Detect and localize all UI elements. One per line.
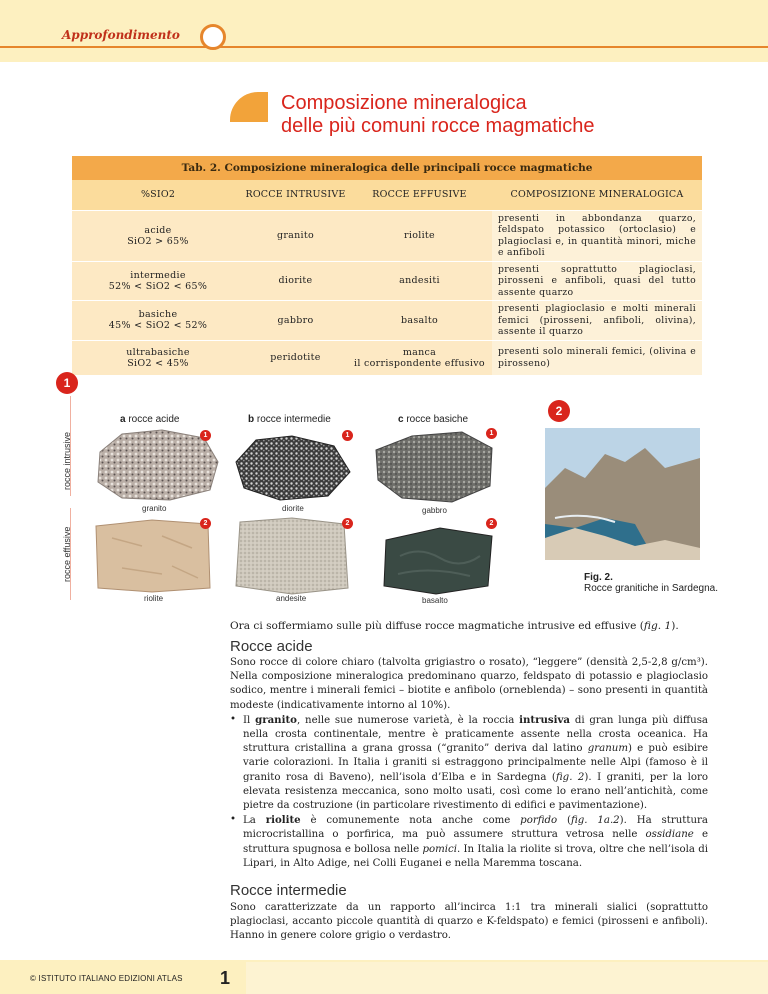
cell-type (72, 261, 244, 301)
rock-label-diorite: diorite (282, 504, 304, 513)
acide-section (230, 656, 708, 871)
rock-label-riolite: riolite (144, 594, 164, 603)
rock-label-andesite: andesite (276, 594, 307, 603)
text: . In Italia la riolite si trova, oltre che nell’isola di Lipari, in Alto Adige, nei Colli Euganei e nella Maremma toscana. (243, 843, 708, 869)
column-title-text: rocce acide (128, 414, 180, 425)
term-granito: granito (255, 713, 297, 726)
cell-composition: presenti plagioclasio e molti minerali femici (pirosseni, anfiboli, olivina), assente il quarzo (492, 301, 702, 341)
fig2-caption-text: Rocce granitiche in Sardegna. (584, 583, 718, 594)
table-row (72, 210, 702, 261)
cell-intrusive: diorite (244, 261, 347, 301)
gabbro-image (372, 430, 496, 504)
effusive-line-1: manca (402, 346, 437, 358)
row-label-intrusive: rocce intrusive (62, 431, 72, 490)
cell-type (72, 340, 244, 375)
table-row (72, 340, 702, 375)
table-row (72, 261, 702, 301)
cell-effusive (347, 340, 492, 375)
column-letter: a (120, 414, 126, 425)
intermedie-paragraph: Sono caratterizzate da un rapporto all’incirca 1:1 tra minerali sialici (soprattutto plagioclasi, accanto piccole quantità di quarzo e K-feldspato) e femici (pirosseni e anfiboli). Hanno in genere colore grigio o verdastro. (230, 902, 708, 942)
fig2-caption-bold: Fig. 2. (584, 572, 613, 583)
diorite-image (230, 432, 354, 502)
bullet-granito (230, 713, 708, 813)
title-line-2: delle più comuni rocce magmatiche (281, 115, 595, 137)
cell-composition: presenti in abbondanza quarzo, feldspato potassico (ortoclasio) e plagioclasi e, in quantità minori, miche e anfiboli (492, 210, 702, 261)
intro-text: Ora ci soffermiamo sulle più diffuse rocce magmatiche intrusive ed effusive ( (230, 620, 644, 632)
header-effusive: ROCCE EFFUSIVE (347, 180, 492, 210)
cell-effusive: riolite (347, 210, 492, 261)
acide-paragraph: Sono rocce di colore chiaro (talvolta grigiastro o rosato), “leggere” (densità 2,5-2,8 g/cm³). Nella composizione mineralogica predominano quarzo, feldspato di potassio e plagioclasio sodico, mentre i minerali femici – biotite e anfibolo (orneblenda) – sono presenti in quantità modeste (indicativamente intorno al 10%). (230, 657, 708, 711)
column-title-text: rocce intermedie (256, 414, 331, 425)
intro-paragraph (230, 620, 710, 632)
circle-icon (200, 24, 226, 50)
text: Il (243, 714, 256, 726)
cell-intrusive: peridotite (244, 340, 347, 375)
footer-box (246, 962, 768, 994)
rock-badge-1: 1 (342, 430, 353, 441)
text: , nelle sue numerose varietà, è la roccia (296, 714, 520, 726)
andesite-image (232, 516, 352, 596)
type-name: ultrabasiche (126, 346, 190, 358)
term-porfido: porfido (520, 815, 558, 827)
cell-type (72, 301, 244, 341)
type-name: acide (144, 224, 172, 236)
page-number: 1 (220, 968, 231, 988)
intro-ref: fig. 1 (643, 620, 672, 632)
type-name: intermedie (130, 269, 186, 281)
cell-composition: presenti solo minerali femici, (olivina e pirosseno) (492, 340, 702, 375)
column-title-intermedie (248, 414, 331, 425)
rock-badge-2: 2 (486, 518, 497, 529)
ref-fig2: fig. 2 (555, 771, 585, 783)
header-composition (492, 180, 702, 210)
column-letter: c (398, 414, 404, 425)
rock-badge-2: 2 (200, 518, 211, 529)
cell-effusive: andesiti (347, 261, 492, 301)
column-title-text: rocce basiche (406, 414, 469, 425)
rock-label-basalto: basalto (422, 596, 448, 605)
row-label-effusive: rocce effusive (62, 526, 72, 582)
sardinia-photo (545, 428, 700, 560)
term-pomici: pomici (422, 843, 457, 855)
rhyolite-image (92, 518, 214, 594)
cell-effusive: basalto (347, 301, 492, 341)
type-range: 45% < SiO2 < 52% (108, 320, 208, 332)
term-granum: granum (587, 743, 628, 755)
composition-table (72, 156, 702, 376)
term-ossidiane: ossidiane (645, 829, 694, 841)
type-range: SiO2 > 65% (127, 235, 189, 247)
heading-mark-icon (230, 92, 268, 122)
term-intrusiva: intrusiva (519, 713, 571, 726)
cell-intrusive: granito (244, 210, 347, 261)
section-label: Approfondimento (62, 28, 180, 42)
table-row (72, 301, 702, 341)
term-riolite: riolite (265, 814, 301, 827)
text: e struttura spugnosa e bollosa nelle (243, 829, 708, 855)
rock-badge-1: 1 (486, 428, 497, 439)
figure-1-number: 1 (56, 372, 78, 394)
ref-fig1a2: fig. 1a.2 (570, 815, 620, 827)
cell-type (72, 210, 244, 261)
table-header-row (72, 180, 702, 210)
text: ). Ha struttura microcristallina o porfirica, ma può assumere struttura vetrosa nelle (243, 815, 708, 841)
intro-text-end: ). (671, 620, 679, 632)
rock-badge-1: 1 (200, 430, 211, 441)
effusive-line-2: il corrispondente effusivo (354, 357, 485, 369)
text: La (243, 815, 266, 827)
column-title-acide (120, 414, 179, 425)
type-range: 52% < SiO2 < 65% (108, 280, 208, 292)
bullet-riolite (230, 813, 708, 871)
type-name: basiche (138, 309, 178, 321)
cell-intrusive: gabbro (244, 301, 347, 341)
column-title-basiche (398, 414, 468, 425)
figure-2-number: 2 (548, 400, 570, 422)
header-composition-text: COMPOSIZIONE MINERALOGICA (510, 189, 684, 201)
rock-badge-2: 2 (342, 518, 353, 529)
text: ) e può esibire varie colorazioni. In Italia i graniti si estraggono principalmente nelle Alpi (famoso è il granito rosa di Baveno), nell’isola d’Elba e in Sardegna ( (243, 743, 708, 783)
header-sio2: %SIO2 (72, 180, 244, 210)
page-title (281, 92, 595, 138)
type-range: SiO2 < 45% (127, 357, 189, 369)
text: di gran lunga più diffusa nella crosta continentale, mentre è praticamente assente nella crosta oceanica. Ha struttura cristallina a grana grossa (“granito” deriva dal latino (243, 714, 709, 755)
title-line-1: Composizione mineralogica (281, 92, 527, 114)
rock-label-gabbro: gabbro (422, 506, 447, 515)
header-intrusive: ROCCE INTRUSIVE (244, 180, 347, 210)
top-rule (0, 46, 768, 48)
basalt-image (380, 526, 496, 596)
text: è comunemente nota anche come (300, 815, 521, 827)
figure-2-caption (584, 572, 718, 594)
cell-composition: presenti soprattutto plagioclasi, pirosseni e anfiboli, quasi del tutto assente quarzo (492, 261, 702, 301)
text: ). I graniti, per la loro elevata resistenza meccanica, sono molto usati, così come lo erano nell’antichità, come pietre da costruzione (in particolare rivestimento di edifici e pavimentazione). (243, 771, 708, 812)
publisher: © ISTITUTO ITALIANO EDIZIONI ATLAS (30, 974, 183, 983)
section-title-acide: Rocce acide (230, 638, 313, 655)
text: ( (557, 815, 571, 827)
column-letter: b (248, 414, 255, 425)
table-caption: Tab. 2. Composizione mineralogica delle principali rocce magmatiche (72, 156, 702, 180)
rock-label-granito: granito (142, 504, 167, 513)
section-title-intermedie: Rocce intermedie (230, 882, 347, 899)
